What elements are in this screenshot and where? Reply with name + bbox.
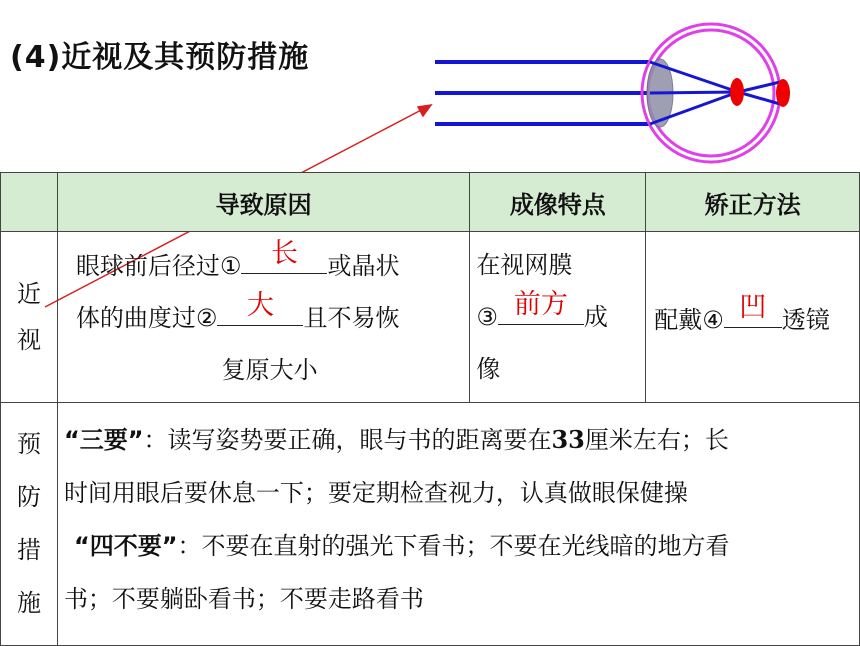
blank-4: 凹 [724, 327, 782, 328]
blank-3: 前方 [498, 324, 584, 325]
myopia-correction-cell: 配戴④ 凹 透镜 [646, 232, 860, 403]
light-rays [435, 62, 650, 124]
prevention-row [1, 403, 860, 646]
myopia-table [0, 172, 860, 646]
table-header-row [1, 173, 860, 232]
image-point-icon [776, 79, 790, 107]
blank-1: 长 [241, 273, 327, 274]
page-title: (4)近视及其预防措施 [10, 40, 310, 75]
myopia-row [1, 232, 860, 403]
prevention-label: 预防措施 [1, 403, 58, 646]
prevention-text-cell: “三要”：读写姿势要正确，眼与书的距离要在33厘米左右；长 时间用眼后要休息一下；要定期检查视力，认真做眼保健操 “四不要”：不要在直射的强光下看书；不要在光线暗的地方看 书；不要躺卧看书；不要走路看书 [57, 403, 859, 646]
blank-2: 大 [217, 325, 303, 326]
header-correction: 矫正方法 [646, 173, 860, 232]
header-image-feature: 成像特点 [470, 173, 646, 232]
myopia-cause-cell: 眼球前后径过① 长 或晶状 体的曲度过② 大 且不易恢 复原大小 [57, 232, 469, 403]
myopia-label: 近视 [1, 232, 58, 403]
myopia-image-cell: 在视网膜 ③ 前方 成 像 [470, 232, 646, 403]
focus-point-icon [730, 78, 744, 106]
header-cause: 导致原因 [57, 173, 469, 232]
header-blank [1, 173, 58, 232]
